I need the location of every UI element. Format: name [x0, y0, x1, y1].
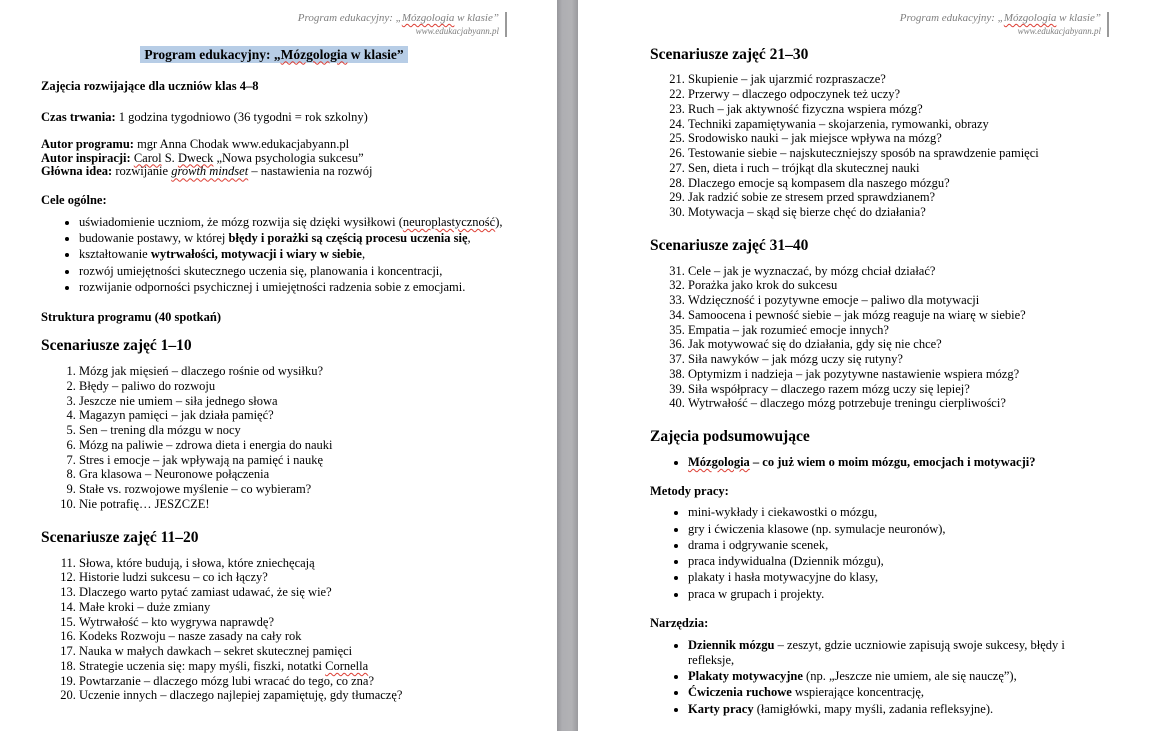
- document-title: Program edukacyjny: „Mózgologia w klasie”: [140, 46, 407, 63]
- list-item: 11. Słowa, które budują, i słowa, które zniechęcają: [79, 556, 507, 571]
- running-header-url: www.edukacjabyann.pl: [415, 25, 499, 36]
- list-item: 7. Stres i emocje – jak wpływają na pamięć i naukę: [79, 453, 507, 468]
- list-item: • mini-wykłady i ciekawostki o mózgu,: [688, 505, 1109, 520]
- author-label: Autor programu:: [41, 136, 134, 151]
- running-header-title: Program edukacyjny: „Mózgologia w klasie”: [899, 12, 1101, 24]
- section-heading-11-20: Scenariusze zajęć 11–20: [41, 528, 199, 546]
- list-item: 18. Strategie uczenia się: mapy myśli, fiszki, notatki Cornella: [79, 659, 507, 674]
- section-heading-21-30: Scenariusze zajęć 21–30: [650, 45, 809, 63]
- list-item: • kształtowanie wytrwałości, motywacji i wiary w siebie,: [79, 247, 507, 262]
- list-item: 6. Mózg na paliwie – zdrowa dieta i energia do nauki: [79, 438, 507, 453]
- scenario-list-21-30: [650, 72, 1109, 220]
- running-header-title: Program edukacyjny: „Mózgologia w klasie”: [297, 12, 499, 24]
- list-item: 19. Powtarzanie – dlaczego mózg lubi wracać do tego, co zna?: [79, 674, 507, 689]
- duration-line: [41, 110, 507, 125]
- list-item: 26. Testowanie siebie – najskuteczniejszy sposób na sprawdzenie pamięci: [688, 146, 1109, 161]
- scenario-list-1-10: [41, 364, 507, 512]
- author-block: [41, 138, 507, 179]
- list-item: 17. Nauka w małych dawkach – sekret skutecznej pamięci: [79, 644, 507, 659]
- methods-list: [650, 505, 1109, 601]
- page-header-box: [298, 12, 507, 37]
- list-item: 8. Gra klasowa – Neuronowe połączenia: [79, 467, 507, 482]
- list-item: 10. Nie potrafię… JESZCZE!: [79, 497, 507, 512]
- list-item: • uświadomienie uczniom, że mózg rozwija się dzięki wysiłkowi (neuroplastyczność),: [79, 215, 507, 230]
- list-item: 35. Empatia – jak rozumieć emocje innych?: [688, 323, 1109, 338]
- list-item: • Plakaty motywacyjne (np. „Jeszcze nie umiem, ale się nauczę”),: [688, 669, 1109, 684]
- inspiration-line: [41, 152, 507, 166]
- page-header-2: [650, 12, 1109, 38]
- list-item: 22. Przerwy – dlaczego odpoczynek też uczy?: [688, 87, 1109, 102]
- list-item: 9. Stałe vs. rozwojowe myślenie – co wybieram?: [79, 482, 507, 497]
- section-heading-31-40: Scenariusze zajęć 31–40: [650, 236, 809, 254]
- list-item: 40. Wytrwałość – dlaczego mózg potrzebuje treningu cierpliwości?: [688, 396, 1109, 411]
- list-item: 34. Samoocena i pewność siebie – jak mózg reaguje na wiarę w siebie?: [688, 308, 1109, 323]
- list-item: 5. Sen – trening dla mózgu w nocy: [79, 423, 507, 438]
- list-item: 14. Małe kroki – duże zmiany: [79, 600, 507, 615]
- list-item: • praca indywidualna (Dziennik mózgu),: [688, 554, 1109, 569]
- list-item: • rozwijanie odporności psychicznej i umiejętności radzenia sobie z emocjami.: [79, 280, 507, 295]
- list-item: • Karty pracy (łamigłówki, mapy myśli, zadania refleksyjne).: [688, 702, 1109, 717]
- list-item: 27. Sen, dieta i ruch – trójkąt dla skutecznej nauki: [688, 161, 1109, 176]
- summary-list: [650, 455, 1109, 470]
- document-title-row: [41, 47, 507, 63]
- duration-value: 1 godzina tygodniowo (36 tygodni = rok szkolny): [115, 110, 368, 125]
- list-item: 33. Wdzięczność i pozytywne emocje – paliwo dla motywacji: [688, 293, 1109, 308]
- idea-line: [41, 165, 507, 179]
- list-item: • Ćwiczenia ruchowe wspierające koncentrację,: [688, 685, 1109, 700]
- list-item: 31. Cele – jak je wyznaczać, by mózg chciał działać?: [688, 264, 1109, 279]
- tools-heading: Narzędzia:: [650, 616, 709, 631]
- list-item: • rozwój umiejętności skutecznego uczenia się, planowania i koncentracji,: [79, 264, 507, 279]
- goals-list: [41, 215, 507, 295]
- page-1[interactable]: [0, 0, 557, 731]
- list-item: 25. Srodowisko nauki – jak miejsce wpływa na mózg?: [688, 131, 1109, 146]
- list-item: 1. Mózg jak mięsień – dlaczego rośnie od wysiłku?: [79, 364, 507, 379]
- methods-heading: Metody pracy:: [650, 483, 729, 498]
- list-item: 24. Techniki zapamiętywania – skojarzenia, rymowanki, obrazy: [688, 117, 1109, 132]
- scenario-list-31-40: [650, 264, 1109, 412]
- duration-label: Czas trwania:: [41, 110, 116, 125]
- list-item: • drama i odgrywanie scenek,: [688, 538, 1109, 553]
- inspiration-value: Carol S. Dweck „Nowa psychologia sukcesu”: [133, 150, 364, 165]
- list-item: 29. Jak radzić sobie ze stresem przed sprawdzianem?: [688, 190, 1109, 205]
- page-gap: [557, 0, 578, 731]
- list-item: 2. Błędy – paliwo do rozwoju: [79, 379, 507, 394]
- subtitle: Zajęcia rozwijające dla uczniów klas 4–8: [41, 79, 259, 94]
- scenario-list-11-20: [41, 556, 507, 704]
- page-header-1: [41, 12, 507, 38]
- list-item: 15. Wytrwałość – kto wygrywa naprawdę?: [79, 615, 507, 630]
- list-item: 39. Siła współpracy – dlaczego razem mózg uczy się lepiej?: [688, 382, 1109, 397]
- inspiration-label: Autor inspiracji:: [41, 150, 131, 165]
- list-item: 23. Ruch – jak aktywność fizyczna wspiera mózg?: [688, 102, 1109, 117]
- list-item: 38. Optymizm i nadzieja – jak pozytywne nastawienie wspiera mózg?: [688, 367, 1109, 382]
- idea-label: Główna idea:: [41, 164, 113, 179]
- list-item: 16. Kodeks Rozwoju – nasze zasady na cały rok: [79, 629, 507, 644]
- page-header-box: [900, 12, 1109, 37]
- section-heading-1-10: Scenariusze zajęć 1–10: [41, 337, 192, 355]
- list-item: 30. Motywacja – skąd się bierze chęć do działania?: [688, 205, 1109, 220]
- list-item: 20. Uczenie innych – dlaczego najlepiej zapamiętuję, gdy tłumaczę?: [79, 688, 507, 703]
- list-item: 36. Jak motywować się do działania, gdy się nie chce?: [688, 337, 1109, 352]
- list-item: 3. Jeszcze nie umiem – siła jednego słowa: [79, 394, 507, 409]
- list-item: • budowanie postawy, w której błędy i porażki są częścią procesu uczenia się,: [79, 231, 507, 246]
- list-item: • Dziennik mózgu – zeszyt, gdzie uczniowie zapisują swoje sukcesy, błędy i refleksje,: [688, 638, 1109, 668]
- list-item: 37. Siła nawyków – jak mózg uczy się rutyny?: [688, 352, 1109, 367]
- idea-value: rozwijanie growth mindset – nastawienia na rozwój: [112, 164, 373, 179]
- list-item: 21. Skupienie – jak ujarzmić rozpraszacze?: [688, 72, 1109, 87]
- list-item: 4. Magazyn pamięci – jak działa pamięć?: [79, 408, 507, 423]
- structure-heading: Struktura programu (40 spotkań): [41, 309, 221, 324]
- running-header-url: www.edukacjabyann.pl: [1017, 25, 1101, 36]
- goals-heading: Cele ogólne:: [41, 193, 107, 208]
- summary-heading: Zajęcia podsumowujące: [650, 428, 810, 446]
- tools-list: [650, 638, 1109, 716]
- author-value: mgr Anna Chodak www.edukacjabyann.pl: [133, 136, 350, 151]
- list-item: 32. Porażka jako krok do sukcesu: [688, 278, 1109, 293]
- list-item: 12. Historie ludzi sukcesu – co ich łączy?: [79, 570, 507, 585]
- page-2[interactable]: [578, 0, 1155, 731]
- list-item: 13. Dlaczego warto pytać zamiast udawać, że się wie?: [79, 585, 507, 600]
- list-item: • praca w grupach i projekty.: [688, 587, 1109, 602]
- list-item: • plakaty i hasła motywacyjne do klasy,: [688, 570, 1109, 585]
- list-item: • Mózgologia – co już wiem o moim mózgu, emocjach i motywacji?: [688, 455, 1109, 470]
- author-line: [41, 138, 507, 152]
- list-item: • gry i ćwiczenia klasowe (np. symulacje neuronów),: [688, 522, 1109, 537]
- list-item: 28. Dlaczego emocje są kompasem dla naszego mózgu?: [688, 176, 1109, 191]
